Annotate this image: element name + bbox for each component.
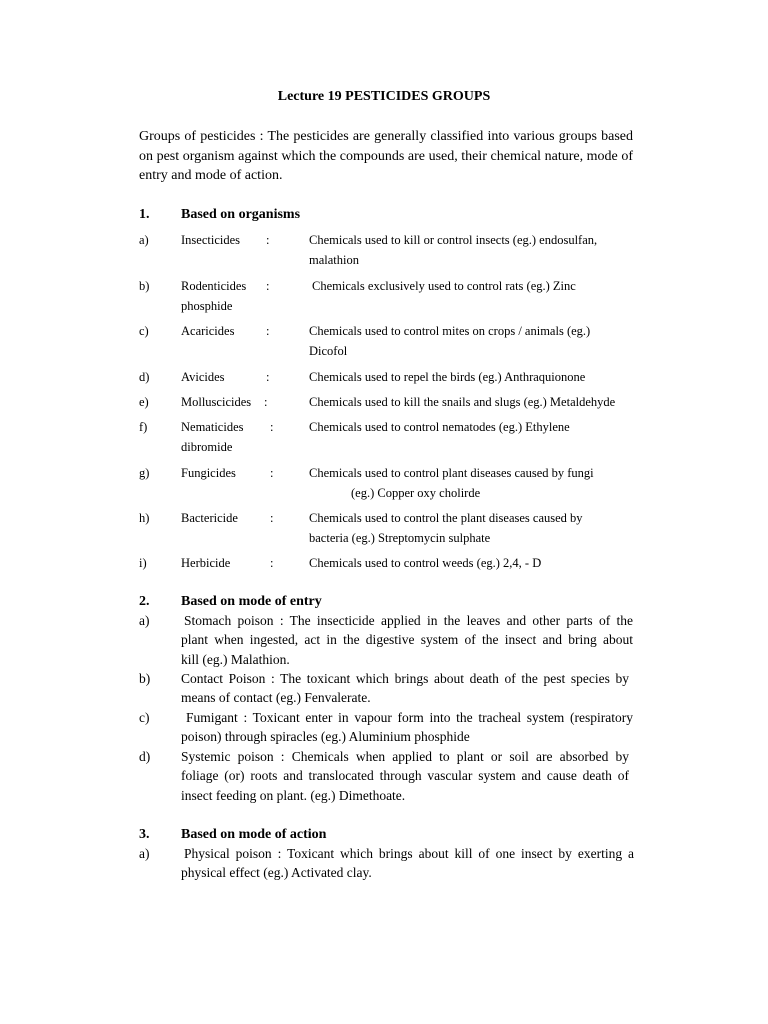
item-description-line: Chemicals used to control weeds (eg.) 2,4, - D [309, 556, 542, 570]
paragraph-line: Contact Poison : The toxicant which brings about death of the pest species by [181, 671, 629, 686]
item-description-line: Chemicals exclusively used to control rats (eg.) Zinc [312, 279, 576, 293]
item-description-line: Chemicals used to repel the birds (eg.) Anthraquionone [309, 370, 586, 384]
item-colon: : [270, 420, 274, 434]
paragraph-line: poison) through spiracles (eg.) Aluminium phosphide [181, 729, 470, 744]
item-name: Herbicide [181, 556, 231, 570]
section-heading: Based on mode of action [181, 827, 327, 842]
item-letter: h) [139, 511, 150, 525]
item-description-line: Dicofol [309, 344, 348, 358]
item-letter: e) [139, 395, 149, 409]
item-name-continued: dibromide [181, 440, 233, 454]
item-name: Rodenticides [181, 279, 247, 293]
item-name: Bactericide [181, 511, 238, 525]
item-letter: d) [139, 749, 151, 764]
section-number: 2. [139, 594, 150, 609]
item-letter: a) [139, 613, 150, 628]
item-colon: : [266, 324, 270, 338]
item-letter: d) [139, 370, 150, 384]
section-number: 1. [139, 207, 150, 222]
paragraph-line: Physical poison : Toxicant which brings about kill of one insect by exerting a [184, 846, 634, 861]
item-letter: f) [139, 420, 148, 434]
item-letter: a) [139, 233, 149, 247]
paragraph-line: Fumigant : Toxicant enter in vapour form into the tracheal system (respiratory [186, 710, 633, 725]
paragraph-line: kill (eg.) Malathion. [181, 652, 290, 667]
section-heading: Based on mode of entry [181, 594, 322, 609]
item-colon: : [266, 370, 270, 384]
item-letter: g) [139, 466, 150, 480]
paragraph-line: means of contact (eg.) Fenvalerate. [181, 690, 371, 705]
item-letter: a) [139, 846, 150, 861]
item-description-line: Chemicals used to control plant diseases caused by fungi [309, 466, 594, 480]
item-name: Avicides [181, 370, 225, 384]
item-letter: c) [139, 710, 150, 725]
section-number: 3. [139, 827, 150, 842]
paragraph-line: physical effect (eg.) Activated clay. [181, 865, 372, 880]
item-description-line: Chemicals used to control mites on crops / animals (eg.) [309, 324, 591, 338]
item-description-line: (eg.) Copper oxy cholirde [351, 486, 481, 500]
paragraph-line: Systemic poison : Chemicals when applied to plant or soil are absorbed by [181, 749, 629, 764]
item-name: Insecticides [181, 233, 241, 247]
item-letter: c) [139, 324, 149, 338]
paragraph-line: foliage (or) roots and translocated through vascular system and cause death of [181, 768, 629, 783]
item-description-line: bacteria (eg.) Streptomycin sulphate [309, 531, 491, 545]
item-description-line: Chemicals used to kill the snails and slugs (eg.) Metaldehyde [309, 395, 616, 409]
item-letter: b) [139, 671, 151, 686]
item-colon: : [270, 556, 274, 570]
item-colon: : [266, 233, 270, 247]
item-name: Acaricides [181, 324, 235, 338]
item-description-line: malathion [309, 253, 359, 267]
paragraph-line: insect feeding on plant. (eg.) Dimethoate. [181, 788, 406, 803]
item-colon: : [270, 466, 274, 480]
item-name: Fungicides [181, 466, 236, 480]
item-name: Nematicides [181, 420, 244, 434]
paragraph-line: Stomach poison : The insecticide applied in the leaves and other parts of the [184, 613, 633, 628]
item-colon: : [270, 511, 274, 525]
item-name: Molluscicides [181, 395, 252, 409]
item-colon: : [266, 279, 270, 293]
section-heading: Based on organisms [181, 207, 301, 222]
item-colon: : [264, 395, 268, 409]
item-letter: b) [139, 279, 150, 293]
item-letter: i) [139, 556, 147, 570]
item-description-line: Chemicals used to control nematodes (eg.) Ethylene [309, 420, 570, 434]
item-name-continued: phosphide [181, 299, 233, 313]
item-description-line: Chemicals used to control the plant diseases caused by [309, 511, 583, 525]
page-title: Lecture 19 PESTICIDES GROUPS [277, 89, 491, 104]
intro-paragraph: Groups of pesticides : The pesticides are generally classified into various groups based on pest organism against which the compounds are used, their chemical nature, mode of entry and mode of action. [139, 129, 633, 183]
item-description-line: Chemicals used to kill or control insects (eg.) endosulfan, [309, 233, 598, 247]
paragraph-line: plant when ingested, act in the digestive system of the insect and bring about [181, 632, 633, 647]
